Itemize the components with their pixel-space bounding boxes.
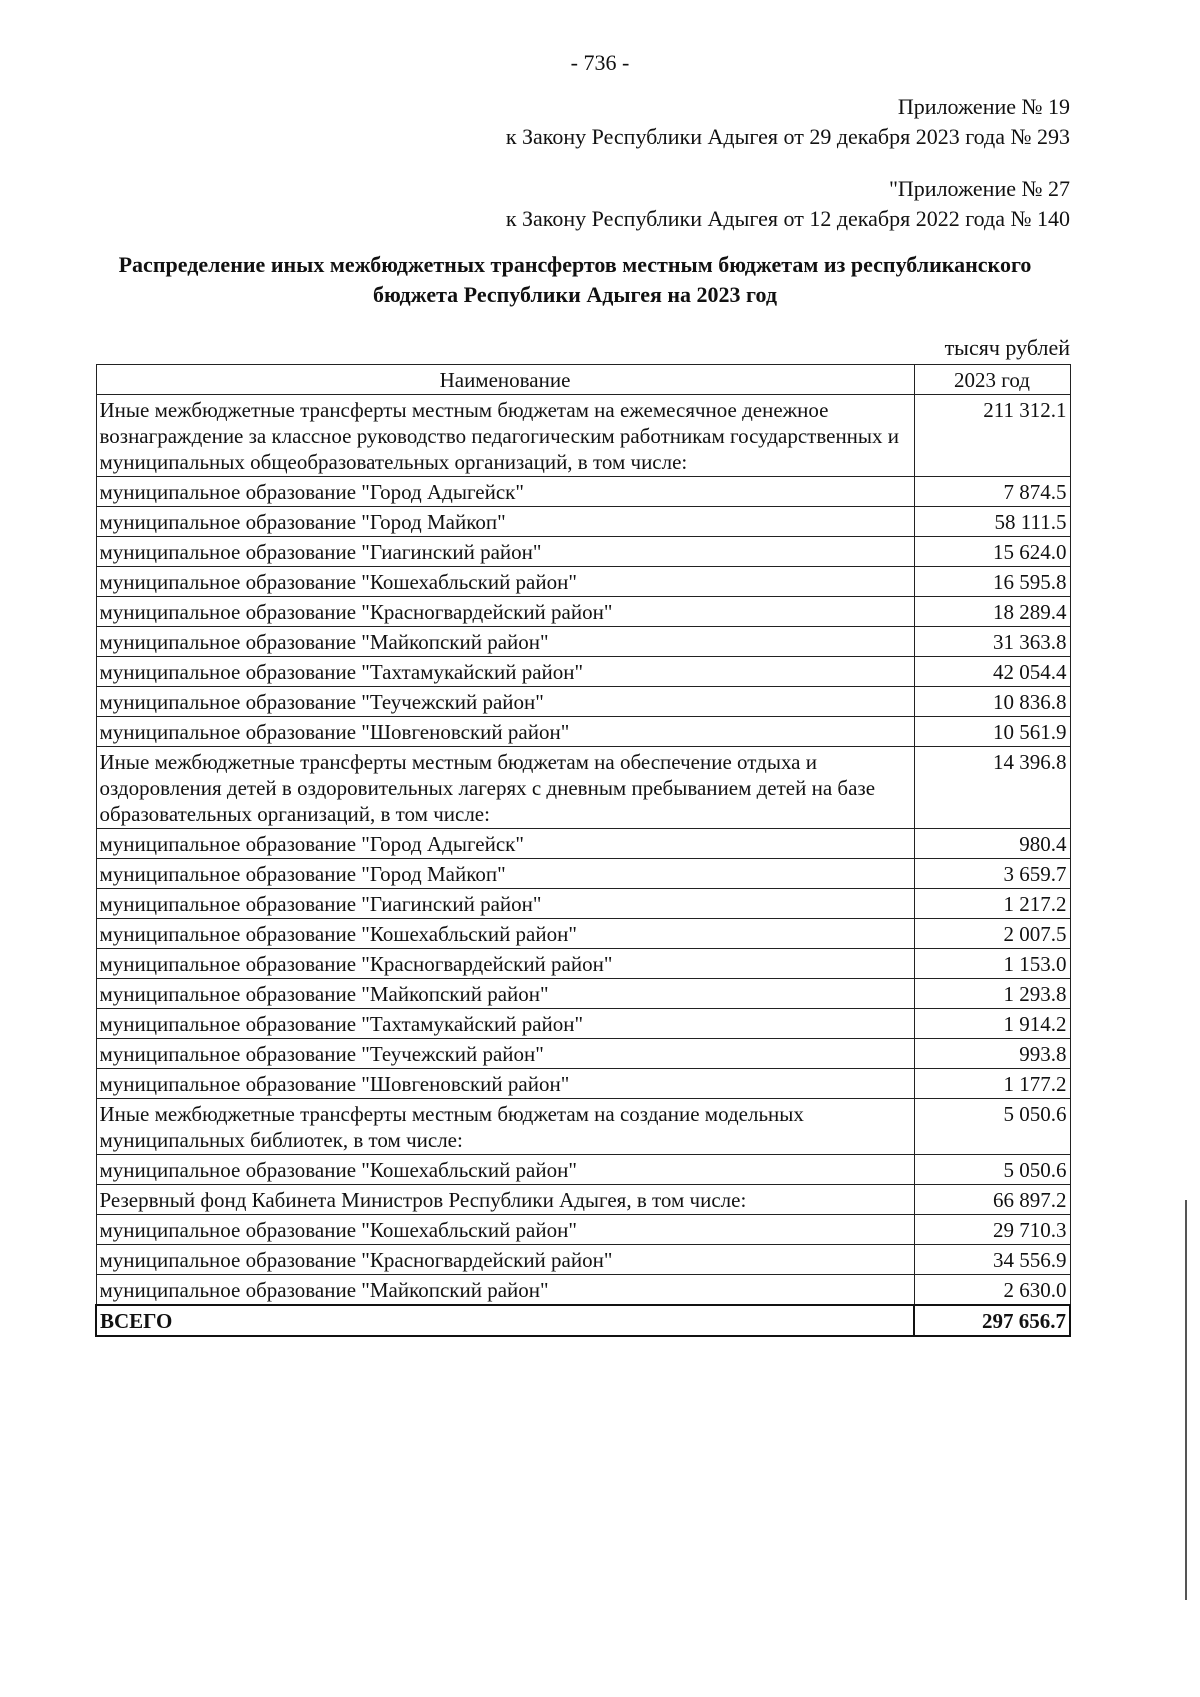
row-value: 10 836.8 — [914, 687, 1070, 717]
table-row — [96, 1069, 1070, 1099]
table-row — [96, 1039, 1070, 1069]
table-row — [96, 657, 1070, 687]
row-value: 1 293.8 — [914, 979, 1070, 1009]
appendix-19-line: Приложение № 19 — [897, 94, 1070, 119]
row-name: Иные межбюджетные трансферты местным бюджетам на обеспечение отдыха и оздоровления детей в оздоровительных лагерях с дневным пребыванием детей на базе образовательных организаций, в том числе: — [96, 747, 914, 829]
row-name: муниципальное образование "Шовгеновский район" — [96, 717, 914, 747]
units-label: тысяч рублей — [944, 335, 1070, 360]
row-value: 15 624.0 — [914, 537, 1070, 567]
appendix-19-reference — [506, 92, 1070, 152]
row-value: 5 050.6 — [914, 1099, 1070, 1155]
row-value: 14 396.8 — [914, 747, 1070, 829]
table-row — [96, 747, 1070, 829]
row-name: муниципальное образование "Кошехабльский район" — [96, 919, 914, 949]
row-name: муниципальное образование "Тахтамукайский район" — [96, 1009, 914, 1039]
appendix-27-law: к Закону Республики Адыгея от 12 декабря 2022 года № 140 — [505, 206, 1070, 231]
row-value: 10 561.9 — [914, 717, 1070, 747]
table-row — [96, 1155, 1070, 1185]
row-value: 1 177.2 — [914, 1069, 1070, 1099]
table-row — [96, 1245, 1070, 1275]
row-value: 34 556.9 — [914, 1245, 1070, 1275]
table-row — [96, 395, 1070, 477]
table-row — [96, 537, 1070, 567]
row-name: муниципальное образование "Тахтамукайский район" — [96, 657, 914, 687]
row-value: 980.4 — [914, 829, 1070, 859]
row-value: 29 710.3 — [914, 1215, 1070, 1245]
row-name: муниципальное образование "Кошехабльский район" — [96, 567, 914, 597]
row-name: муниципальное образование "Шовгеновский район" — [96, 1069, 914, 1099]
row-name: муниципальное образование "Красногвардейский район" — [96, 597, 914, 627]
row-value: 2 007.5 — [914, 919, 1070, 949]
header-year: 2023 год — [914, 365, 1070, 395]
row-name: муниципальное образование "Теучежский район" — [96, 1039, 914, 1069]
table-row — [96, 979, 1070, 1009]
row-name: муниципальное образование "Кошехабльский район" — [96, 1155, 914, 1185]
scan-edge-line — [1185, 1200, 1187, 1600]
row-value: 7 874.5 — [914, 477, 1070, 507]
header-name: Наименование — [96, 365, 914, 395]
document-title: Распределение иных межбюджетных трансфертов местным бюджетам из республиканского бюджета Республики Адыгея на 2023 год — [118, 252, 1032, 307]
table-row — [96, 627, 1070, 657]
table-row — [96, 567, 1070, 597]
table-row — [96, 477, 1070, 507]
row-value: 1 217.2 — [914, 889, 1070, 919]
table-row — [96, 597, 1070, 627]
table-row — [96, 889, 1070, 919]
table-row — [96, 1099, 1070, 1155]
table-body — [96, 395, 1070, 1337]
appendix-19-law: к Закону Республики Адыгея от 29 декабря 2023 года № 293 — [505, 124, 1070, 149]
table-row — [96, 717, 1070, 747]
row-name: муниципальное образование "Город Адыгейск" — [96, 477, 914, 507]
table-row — [96, 919, 1070, 949]
row-value: 58 111.5 — [914, 507, 1070, 537]
row-name: муниципальное образование "Майкопский район" — [96, 979, 914, 1009]
table-row — [96, 1009, 1070, 1039]
table-row — [96, 507, 1070, 537]
row-name: муниципальное образование "Кошехабльский район" — [96, 1215, 914, 1245]
table-row — [96, 1215, 1070, 1245]
total-row — [96, 1305, 1070, 1336]
row-value: 3 659.7 — [914, 859, 1070, 889]
table-row — [96, 1275, 1070, 1306]
row-name: муниципальное образование "Город Майкоп" — [96, 507, 914, 537]
total-label: ВСЕГО — [96, 1305, 914, 1336]
table-row — [96, 1185, 1070, 1215]
row-value: 5 050.6 — [914, 1155, 1070, 1185]
row-name: Иные межбюджетные трансферты местным бюджетам на создание модельных муниципальных библиотек, в том числе: — [96, 1099, 914, 1155]
row-value: 993.8 — [914, 1039, 1070, 1069]
row-value: 2 630.0 — [914, 1275, 1070, 1306]
total-value: 297 656.7 — [914, 1305, 1070, 1336]
table-row — [96, 687, 1070, 717]
page-number: - 736 - — [570, 50, 630, 75]
row-name: муниципальное образование "Красногвардейский район" — [96, 1245, 914, 1275]
row-name: муниципальное образование "Город Майкоп" — [96, 859, 914, 889]
row-name: муниципальное образование "Гиагинский район" — [96, 537, 914, 567]
appendix-27-line: "Приложение № 27 — [888, 176, 1070, 201]
row-value: 1 914.2 — [914, 1009, 1070, 1039]
row-value: 1 153.0 — [914, 949, 1070, 979]
row-name: муниципальное образование "Теучежский район" — [96, 687, 914, 717]
appendix-27-reference — [506, 174, 1070, 234]
row-name: Резервный фонд Кабинета Министров Республики Адыгея, в том числе: — [96, 1185, 914, 1215]
table-row — [96, 829, 1070, 859]
row-value: 42 054.4 — [914, 657, 1070, 687]
row-value: 211 312.1 — [914, 395, 1070, 477]
row-name: муниципальное образование "Майкопский район" — [96, 1275, 914, 1306]
budget-table — [95, 364, 1071, 1337]
row-value: 31 363.8 — [914, 627, 1070, 657]
table-row — [96, 859, 1070, 889]
row-name: муниципальное образование "Гиагинский район" — [96, 889, 914, 919]
table-row — [96, 949, 1070, 979]
row-value: 16 595.8 — [914, 567, 1070, 597]
row-value: 18 289.4 — [914, 597, 1070, 627]
row-name: муниципальное образование "Красногвардейский район" — [96, 949, 914, 979]
row-value: 66 897.2 — [914, 1185, 1070, 1215]
table-header-row — [96, 365, 1070, 395]
row-name: муниципальное образование "Город Адыгейск" — [96, 829, 914, 859]
row-name: Иные межбюджетные трансферты местным бюджетам на ежемесячное денежное вознаграждение за классное руководство педагогическим работникам государственных и муниципальных общеобразовательных организаций, в том числе: — [96, 395, 914, 477]
row-name: муниципальное образование "Майкопский район" — [96, 627, 914, 657]
